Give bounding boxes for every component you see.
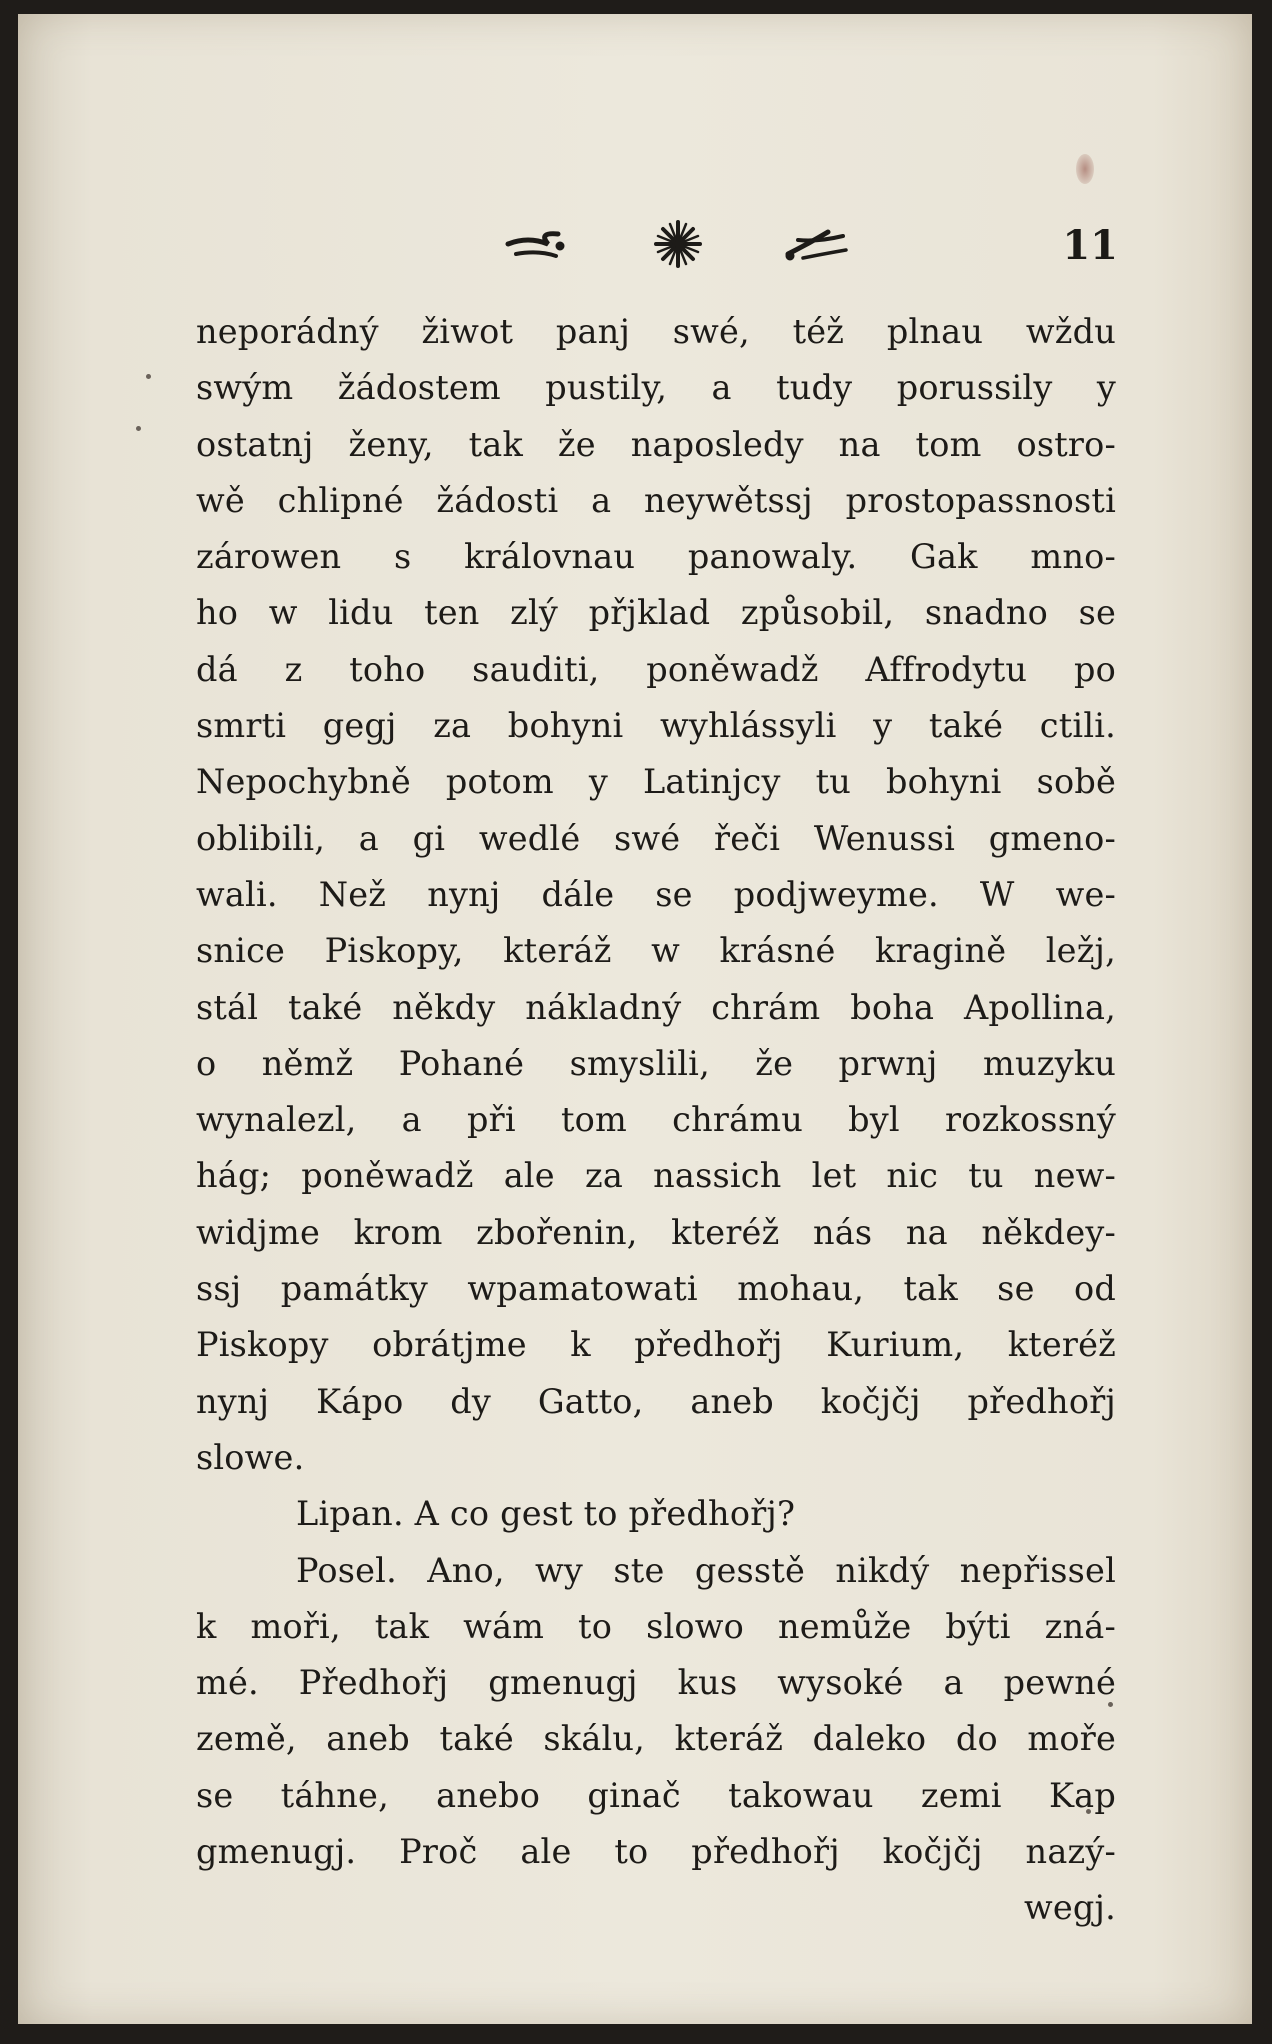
text-line: zárowen s královnau panowaly. Gak mno- xyxy=(196,537,1116,577)
text-line: o němž Pohané smyslili, že prwnj muzyku xyxy=(196,1043,1116,1083)
text-line: Nepochybně potom y Latinjcy tu bohyni sobě xyxy=(196,762,1116,802)
page-header xyxy=(198,214,1118,274)
text-line: oblibili, a gi wedlé swé řeči Wenussi gmeno- xyxy=(196,818,1116,858)
text-line: wegj. xyxy=(1024,1888,1116,1928)
text-line: ssj památky wpamatowati mohau, tak se od xyxy=(196,1269,1116,1309)
book-page xyxy=(18,14,1252,2024)
text-line: swým žádostem pustily, a tudy porussily y xyxy=(196,368,1116,408)
text-line: gmenugj. Proč ale to předhořj kočjčj nazý- xyxy=(196,1832,1116,1872)
ink-stain xyxy=(1076,154,1094,184)
text-line: hág; poněwadž ale za nassich let nic tu new- xyxy=(196,1156,1116,1196)
text-line: wě chlipné žádosti a neywětssj prostopassnosti xyxy=(196,480,1116,520)
text-line: ho w lidu ten zlý přjklad způsobil, snadno se xyxy=(196,593,1116,633)
text-line: nynj Kápo dy Gatto, aneb kočjčj předhořj xyxy=(196,1381,1116,1421)
text-line: Lipan. A co gest to předhořj? xyxy=(296,1494,796,1534)
text-line: neporádný žiwot panj swé, též plnau wždu xyxy=(196,312,1116,351)
body-text xyxy=(196,304,1116,1937)
page-number: 11 xyxy=(1062,222,1118,269)
text-line: smrti gegj za bohyni wyhlássyli y také ctili. xyxy=(196,706,1116,746)
text-line: k moři, tak wám to slowo nemůže býti zná- xyxy=(196,1606,1116,1646)
fleuron-ornament-icon xyxy=(498,214,858,274)
text-line: dá z toho sauditi, poněwadž Affrodytu po xyxy=(196,649,1116,689)
text-line: země, aneb také skálu, kteráž daleko do moře xyxy=(196,1719,1116,1759)
text-line: widjme krom zbořenin, kteréž nás na někdey- xyxy=(196,1212,1116,1252)
text-line: wynalezl, a při tom chrámu byl rozkossný xyxy=(196,1100,1116,1140)
margin-mark xyxy=(146,374,151,379)
text-line: se táhne, anebo ginač takowau zemi Kap xyxy=(196,1775,1116,1815)
text-line: stál také někdy nákladný chrám boha Apollina, xyxy=(196,987,1116,1027)
text-line: mé. Předhořj gmenugj kus wysoké a pewné xyxy=(196,1663,1116,1703)
text-line: Posel. Ano, wy ste gesstě nikdý nepřissel xyxy=(296,1550,1116,1590)
text-line: snice Piskopy, kteráž w krásné kragině ležj, xyxy=(196,931,1116,971)
text-line: ostatnj ženy, tak že naposledy na tom ostro- xyxy=(196,424,1116,464)
text-line: Piskopy obrátjme k předhořj Kurium, kteréž xyxy=(196,1325,1116,1365)
text-line: slowe. xyxy=(196,1437,305,1477)
margin-mark xyxy=(136,426,141,431)
text-line: wali. Než nynj dále se podjweyme. W we- xyxy=(196,874,1116,914)
